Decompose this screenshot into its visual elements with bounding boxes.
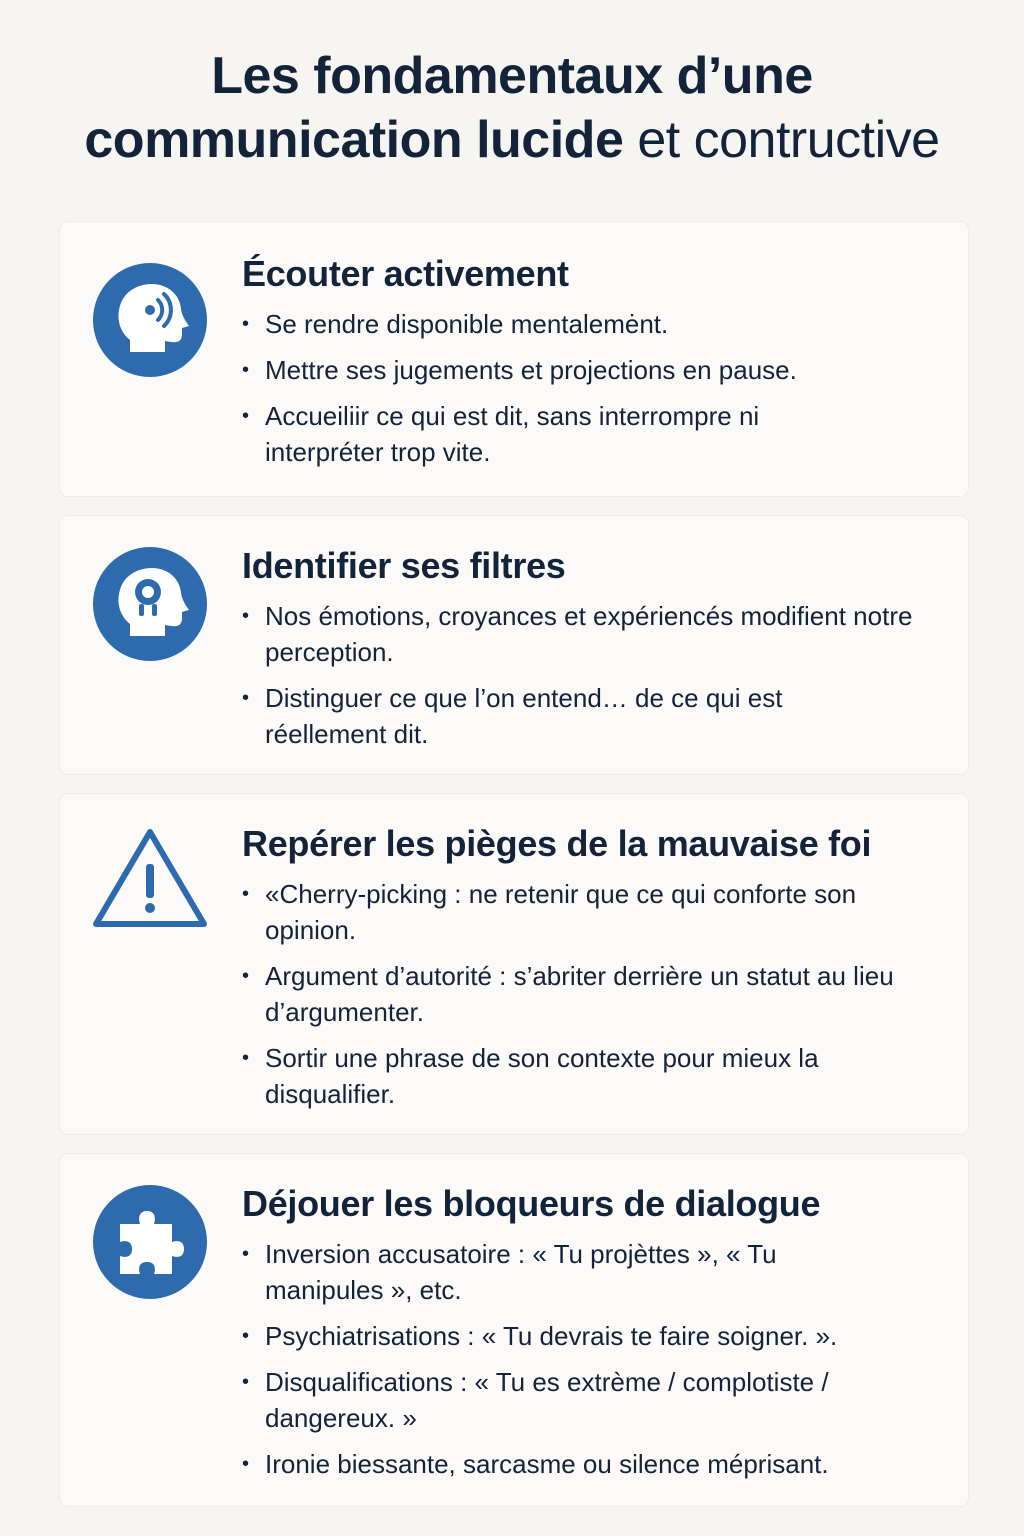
warning-icon — [92, 824, 208, 940]
list-item: • Se rendre disponible mentalemėnt. — [242, 306, 932, 342]
section-heading: Repérer les pièges de la mauvaise foi — [242, 823, 872, 864]
bullet-list — [242, 1236, 932, 1492]
title-line-2 — [0, 108, 1024, 172]
title-light-part: et contructive — [623, 111, 940, 169]
list-item: • Mettre ses jugements et projections en pause. — [242, 352, 932, 388]
list-item: • Ironie biessante, sarcasme ou silence méprisant. — [242, 1446, 932, 1482]
section-heading: Écouter activement — [242, 253, 569, 294]
list-item: • Sortir une phrase de son contexte pour mieux la disqualifier. — [242, 1040, 865, 1112]
title-line-1: Les fondamentaux d’une — [211, 47, 813, 105]
section-heading: Identifier ses filtres — [242, 545, 566, 586]
bullet-list — [242, 876, 932, 1122]
list-item: • Psychiatrisations : « Tu devrais te faire soigner. ». — [242, 1318, 932, 1354]
list-item: • Accueiliir ce qui est dit, sans interrompre ni interpréter trop vite. — [242, 398, 825, 470]
filter-head-icon — [92, 546, 208, 662]
bullet-list — [242, 598, 932, 762]
section-ecouter-activement — [60, 222, 968, 496]
section-bloqueurs-dialogue — [60, 1154, 968, 1506]
list-item: • Argument d’autorité : s’abriter derrière un statut au lieu d’argumenter. — [242, 958, 905, 1030]
list-item: • «Cherry-picking : ne retenir que ce qui conforte son opinion. — [242, 876, 895, 948]
list-item: • Inversion accusatoire : « Tu projèttes », « Tu manipules », etc. — [242, 1236, 805, 1308]
bullet-list — [242, 306, 932, 480]
section-heading: Déjouer les bloqueurs de dialogue — [242, 1183, 821, 1224]
puzzle-icon — [92, 1184, 208, 1300]
page-title — [0, 44, 1024, 172]
listening-head-icon — [92, 262, 208, 378]
list-item: • Distinguer ce que l’on entend… de ce qui est réellement dit. — [242, 680, 825, 752]
list-item: • Disqualifications : « Tu es extrème / complotiste / dangereux. » — [242, 1364, 925, 1436]
title-bold-part: communication lucide — [84, 111, 624, 169]
section-pieges-mauvaise-foi — [60, 794, 968, 1134]
section-identifier-filtres — [60, 516, 968, 774]
list-item: • Nos émotions, croyances et expériencés modifient notre perception. — [242, 598, 925, 670]
